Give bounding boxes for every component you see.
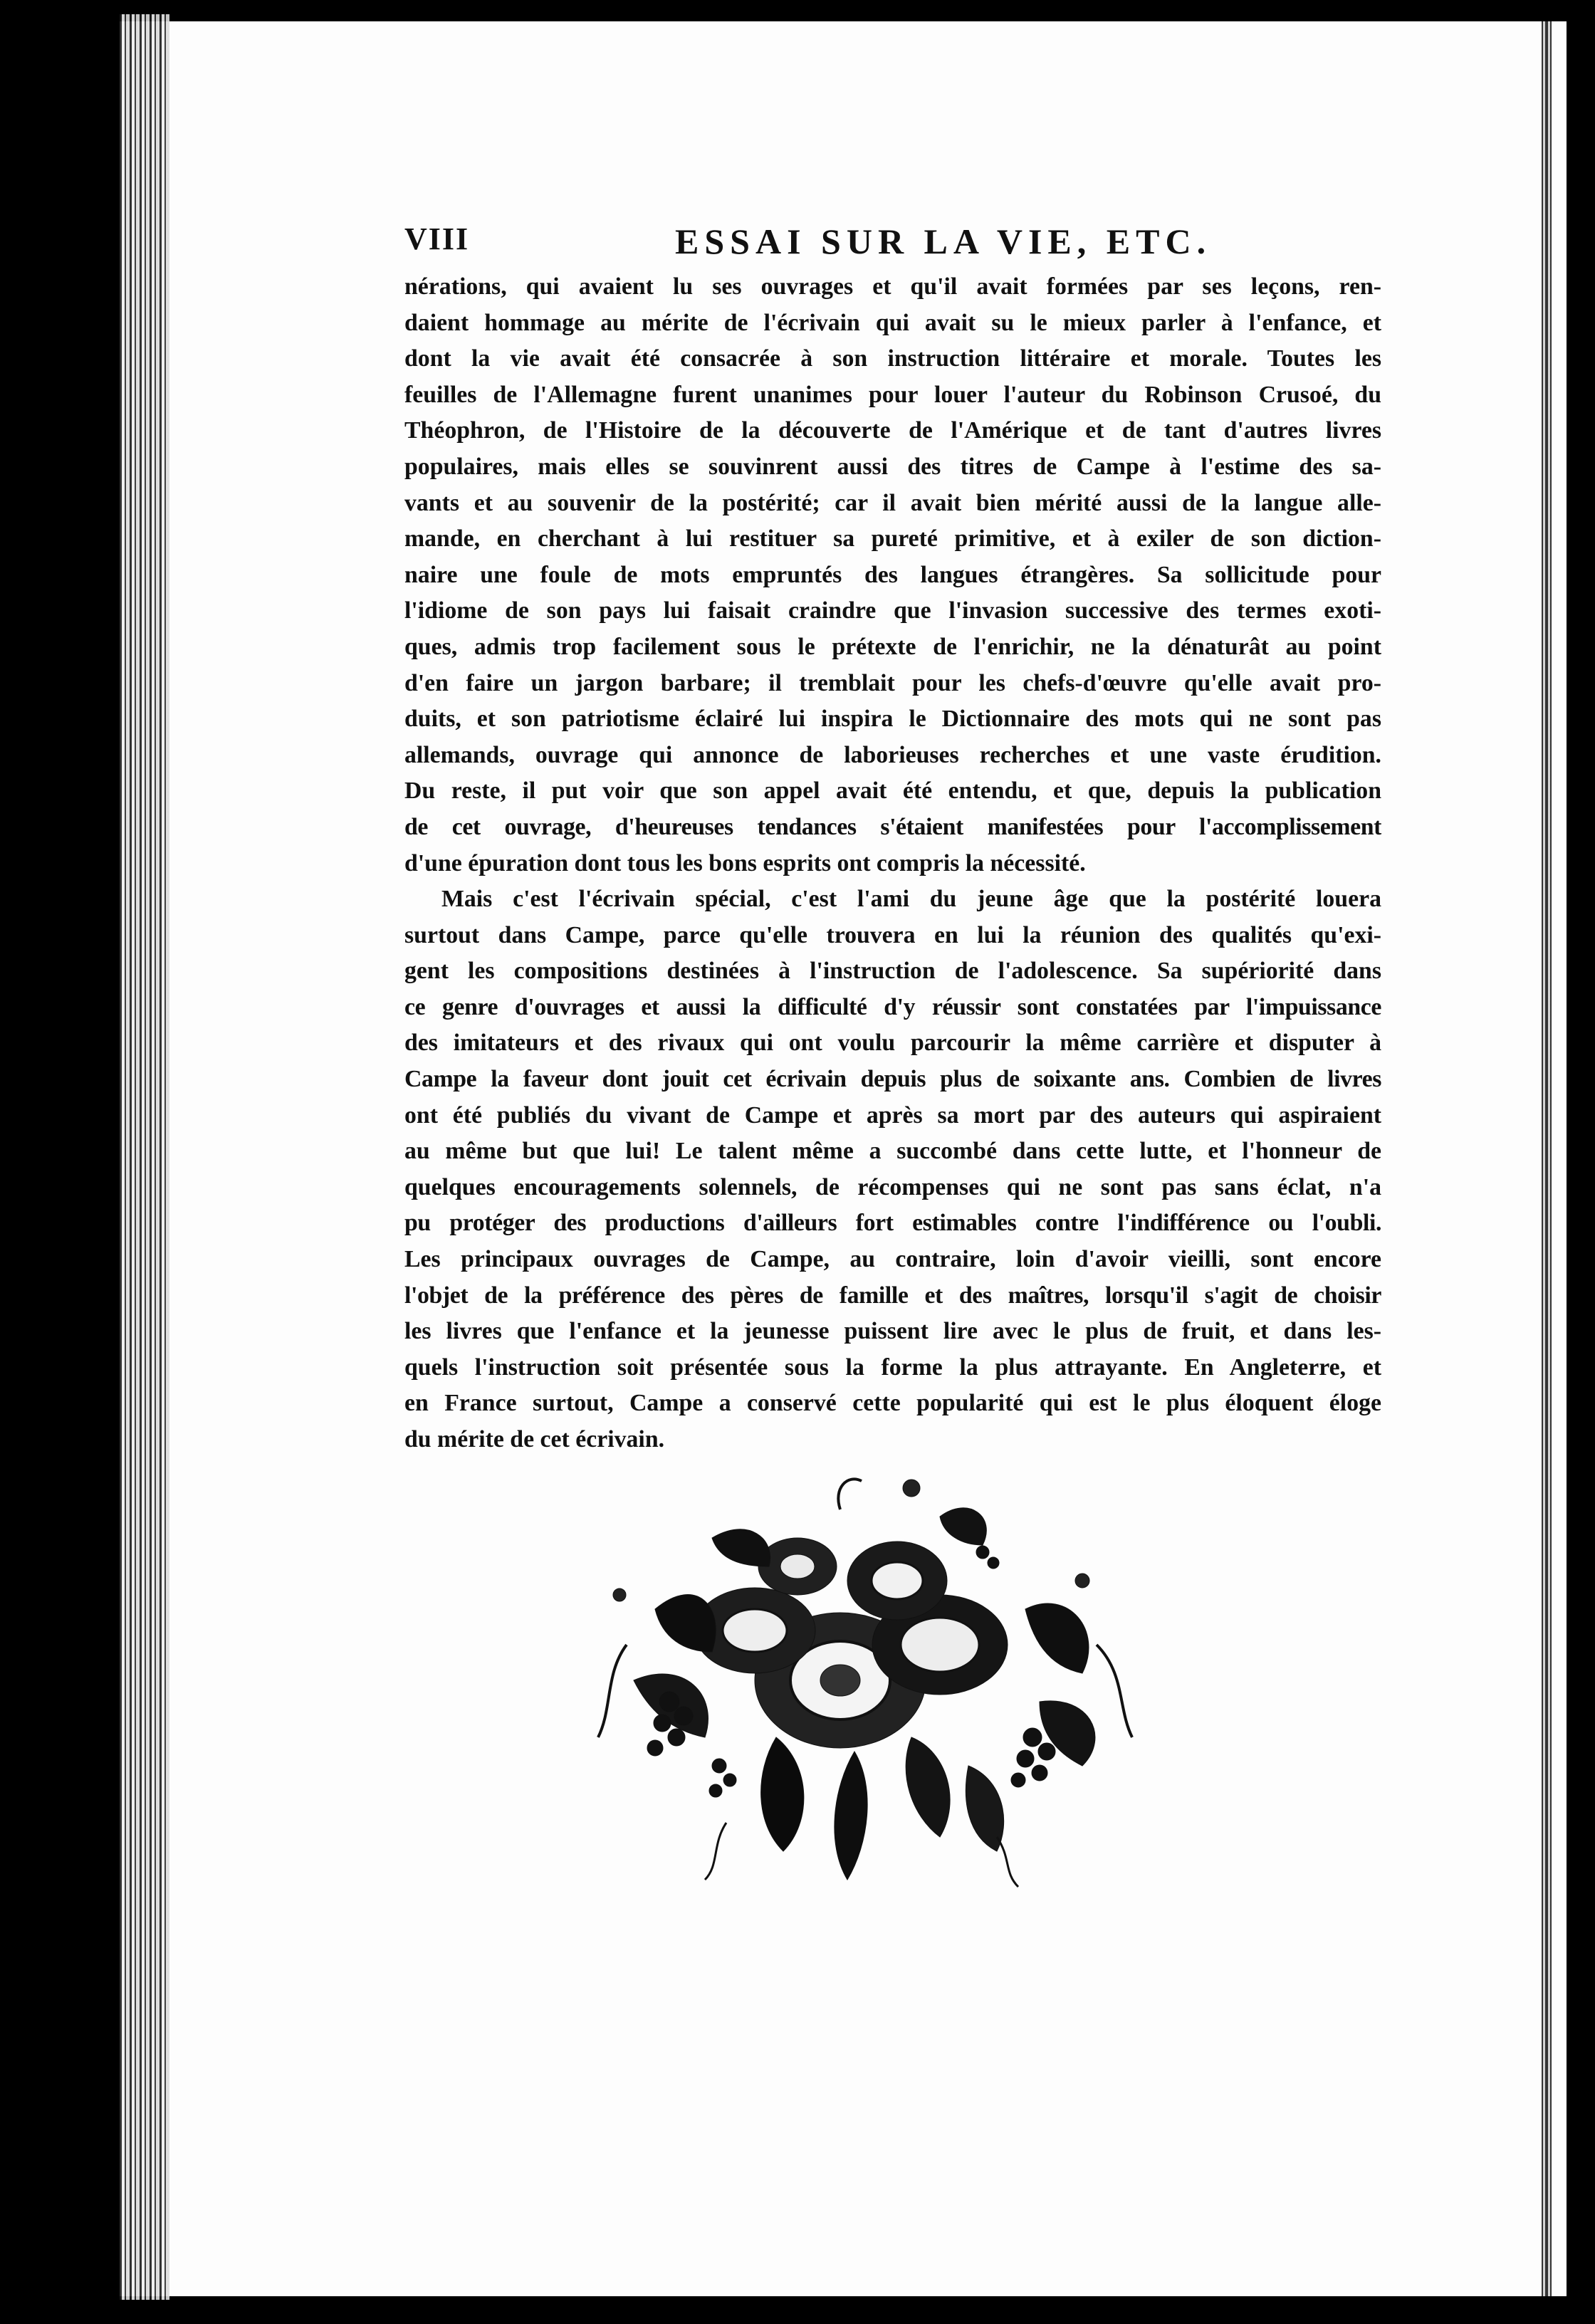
text-line: Les principaux ouvrages de Campe, au contraire, loin d'avoir vieilli, sont encore — [404, 1246, 1381, 1273]
text-line: de cet ouvrage, d'heureuses tendances s'étaient manifestées pour l'accomplissement — [404, 813, 1381, 840]
text-line: gent les compositions destinées à l'instruction de l'adolescence. Sa supériorité dans — [404, 958, 1381, 985]
page-number: VIII — [404, 221, 470, 256]
text-line: allemands, ouvrage qui annonce de laborieuses recherches et une vaste érudition. — [404, 741, 1381, 768]
running-title: ESSAI SUR LA VIE, ETC. — [675, 221, 1212, 261]
text-line: quels l'instruction soit présentée sous la forme la plus attrayante. En Angleterre, et — [404, 1354, 1381, 1381]
text-line: populaires, mais elles se souvinrent aussi des titres de Campe à l'estime des sa- — [404, 453, 1381, 480]
text-line: naire une foule de mots empruntés des langues étrangères. Sa sollicitude pour — [404, 561, 1381, 588]
running-head — [404, 221, 1381, 263]
body-text — [404, 269, 1381, 1458]
floral-vignette-icon — [541, 1467, 1168, 1894]
text-line: les livres que l'enfance et la jeunesse puissent lire avec le plus de fruit, et dans les- — [404, 1318, 1381, 1345]
text-line: quelques encouragements solennels, de récompenses qui ne sont pas sans éclat, n'a — [404, 1173, 1381, 1200]
text-line: daient hommage au mérite de l'écrivain qui avait su le mieux parler à l'enfance, et — [404, 309, 1381, 336]
text-line: mande, en cherchant à lui restituer sa pureté primitive, et à exiler de son diction- — [404, 525, 1381, 553]
text-line: en France surtout, Campe a conservé cette popularité qui est le plus éloquent éloge — [404, 1390, 1381, 1417]
text-line: Théophron, de l'Histoire de la découverte de l'Amérique et de tant d'autres livres — [404, 417, 1381, 444]
text-line: Campe la faveur dont jouit cet écrivain depuis plus de soixante ans. Combien de livres — [404, 1066, 1381, 1093]
text-line: ques, admis trop facilement sous le prétexte de l'enrichir, ne la dénaturât au point — [404, 633, 1381, 660]
text-line: au même but que lui! Le talent même a succombé dans cette lutte, et l'honneur de — [404, 1138, 1381, 1165]
text-line: l'objet de la préférence des pères de famille et des maîtres, lorsqu'il s'agit de choisir — [404, 1282, 1381, 1309]
text-line: du mérite de cet écrivain. — [404, 1426, 665, 1452]
text-line: l'idiome de son pays lui faisait craindre que l'invasion successive des termes exoti- — [404, 597, 1381, 624]
text-line: Du reste, il put voir que son appel avait été entendu, et que, depuis la publication — [404, 778, 1381, 805]
text-line: duits, et son patriotisme éclairé lui inspira le Dictionnaire des mots qui ne sont pas — [404, 706, 1381, 733]
text-line: ont été publiés du vivant de Campe et après sa mort par des auteurs qui aspiraient — [404, 1101, 1381, 1129]
paragraph-first-line: Mais c'est l'écrivain spécial, c'est l'ami du jeune âge que la postérité louera — [441, 886, 1381, 913]
text-line: d'une épuration dont tous les bons esprits ont compris la nécessité. — [404, 849, 1086, 876]
text-line: des imitateurs et des rivaux qui ont voulu parcourir la même carrière et disputer à — [404, 1030, 1381, 1057]
text-line: feuilles de l'Allemagne furent unanimes pour louer l'auteur du Robinson Crusoé, du — [404, 381, 1381, 408]
page-edge — [1542, 21, 1552, 2296]
binding-edge — [120, 14, 169, 2300]
text-line: pu protéger des productions d'ailleurs fort estimables contre l'indifférence ou l'oubli. — [404, 1210, 1381, 1237]
text-line: surtout dans Campe, parce qu'elle trouvera en lui la réunion des qualités qu'exi- — [404, 921, 1381, 948]
text-line: nérations, qui avaient lu ses ouvrages et qu'il avait formées par ses leçons, ren- — [404, 273, 1381, 300]
text-line: vants et au souvenir de la postérité; car il avait bien mérité aussi de la langue alle- — [404, 489, 1381, 516]
text-line: ce genre d'ouvrages et aussi la difficulté d'y réussir sont constatées par l'impuissance — [404, 993, 1381, 1020]
text-line: dont la vie avait été consacrée à son instruction littéraire et morale. Toutes les — [404, 345, 1381, 372]
text-line: d'en faire un jargon barbare; il tremblait pour les chefs-d'œuvre qu'elle avait pro- — [404, 669, 1381, 696]
